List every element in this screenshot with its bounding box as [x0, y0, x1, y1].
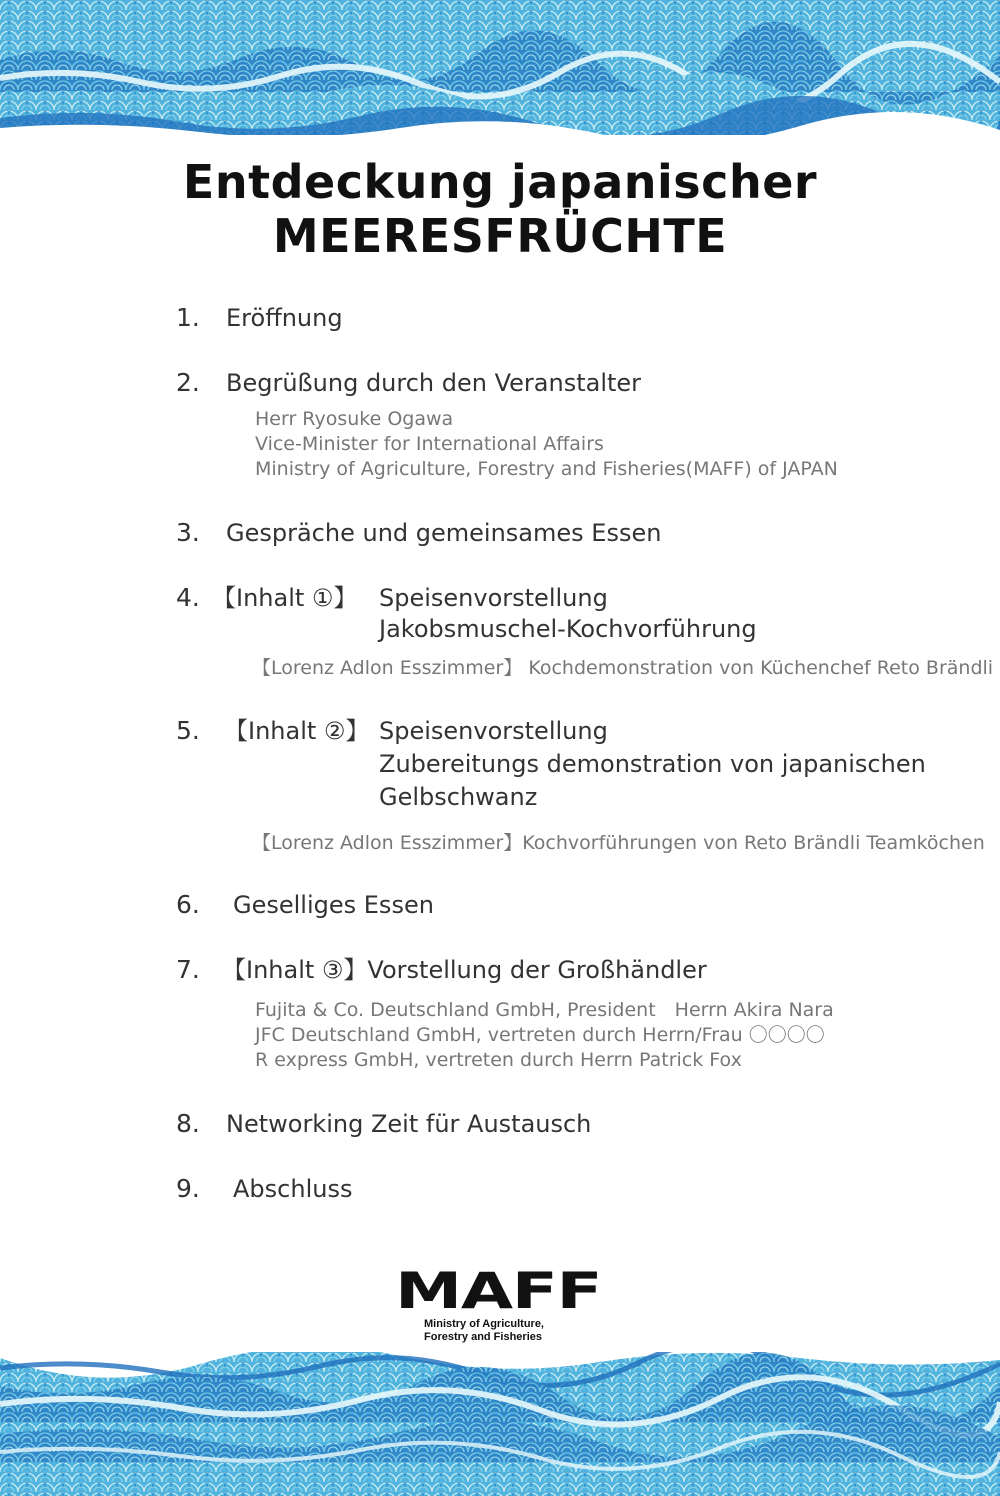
page-title — [0, 155, 1000, 263]
demonstration-detail: 【Lorenz Adlon Esszimmer】 Kochdemonstration von Küchenchef Reto Brändli — [252, 657, 994, 679]
ministry-name-line-1: Ministry of Agriculture, — [424, 1318, 544, 1330]
demonstration-detail: 【Lorenz Adlon Esszimmer】Kochvorführungen von Reto Brändli Teamköchen — [252, 832, 985, 854]
agenda-number: 1. — [176, 303, 200, 332]
agenda-number: 5. — [176, 716, 200, 745]
title-line-2: MEERESFRÜCHTE — [272, 209, 728, 263]
speaker-organization: Ministry of Agriculture, Forestry and Fisheries(MAFF) of JAPAN — [255, 458, 838, 480]
agenda-number: 7. — [176, 955, 200, 984]
ministry-name — [424, 1318, 610, 1344]
agenda-heading: Speisenvorstellung — [379, 584, 608, 612]
wholesaler-line-2: JFC Deutschland GmbH, vertreten durch Herrn/Frau 〇〇〇〇 — [255, 1024, 825, 1046]
agenda-number: 4. — [176, 583, 200, 612]
agenda-subheading-cont: Gelbschwanz — [379, 783, 538, 811]
agenda-heading: Gespräche und gemeinsames Essen — [226, 519, 662, 547]
agenda-heading: Geselliges Essen — [233, 891, 434, 919]
wholesaler-line-3: R express GmbH, vertreten durch Herrn Patrick Fox — [255, 1049, 742, 1071]
agenda-number: 8. — [176, 1109, 200, 1138]
content-tag: 【Inhalt ②】 — [224, 717, 370, 745]
agenda-heading: Eröffnung — [226, 304, 343, 332]
agenda-number: 3. — [176, 518, 200, 547]
agenda-heading: Networking Zeit für Austausch — [226, 1110, 592, 1138]
agenda-heading: Begrüßung durch den Veranstalter — [226, 369, 642, 397]
agenda-subheading: Jakobsmuschel-Kochvorführung — [379, 615, 757, 643]
ministry-name-line-2: Forestry and Fisheries — [424, 1331, 542, 1343]
agenda-heading: Speisenvorstellung — [379, 717, 608, 745]
agenda-number: 6. — [176, 890, 200, 919]
wholesaler-line-1: Fujita & Co. Deutschland GmbH, President Herrn Akira Nara — [255, 999, 834, 1021]
agenda-heading: 【Inhalt ③】Vorstellung der Großhändler — [222, 956, 707, 984]
agenda-number: 2. — [176, 368, 200, 397]
top-wave-banner — [0, 0, 1000, 135]
maff-wordmark: MAFF — [395, 1262, 602, 1320]
title-line-1: Entdeckung japanischer — [182, 155, 818, 209]
wave-pattern-bottom — [0, 1352, 1000, 1496]
bottom-wave-banner — [0, 1352, 1000, 1496]
wave-pattern-top — [0, 0, 1000, 135]
maff-logo — [395, 1262, 610, 1344]
agenda-number: 9. — [176, 1174, 200, 1203]
content-tag: 【Inhalt ①】 — [212, 584, 358, 612]
speaker-name: Herr Ryosuke Ogawa — [255, 408, 454, 430]
agenda-subheading: Zubereitungs demonstration von japanischen — [379, 750, 926, 778]
speaker-title: Vice-Minister for International Affairs — [255, 433, 604, 455]
agenda-heading: Abschluss — [233, 1175, 353, 1203]
